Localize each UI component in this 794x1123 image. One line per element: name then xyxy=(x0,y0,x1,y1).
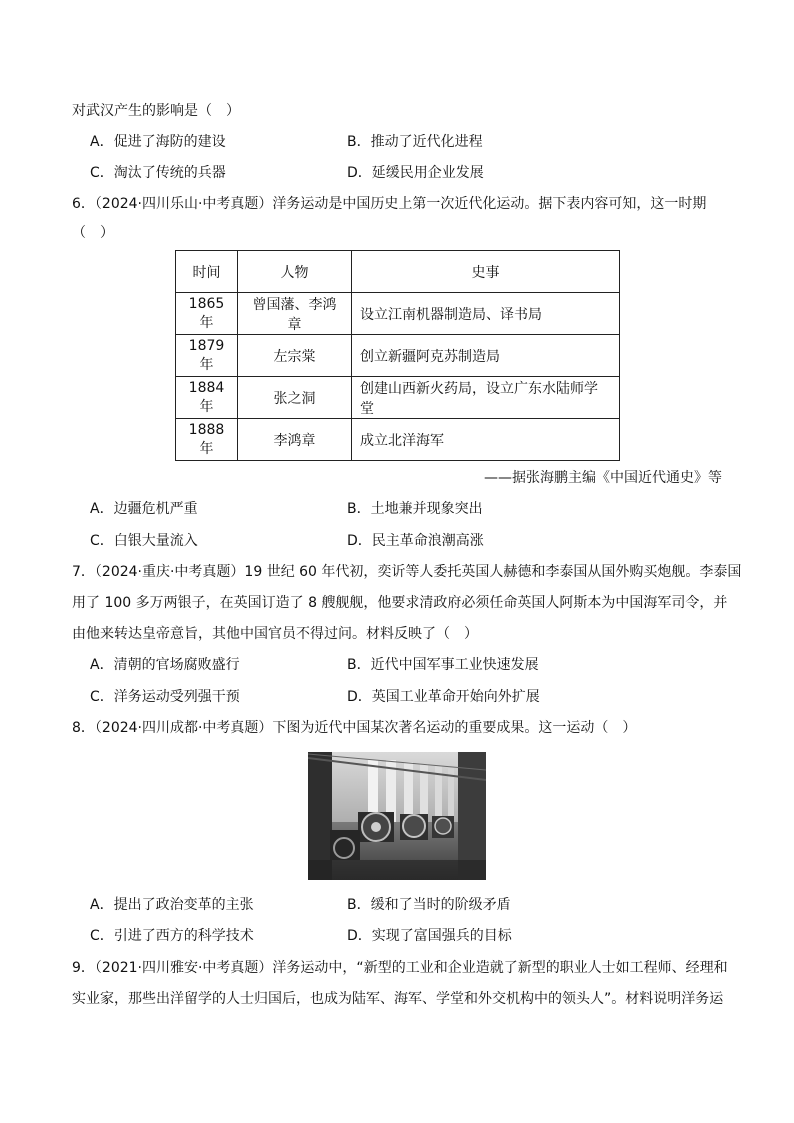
q7-stem-line1: 7．（2024·重庆·中考真题）19 世纪 60 年代初，奕䜣等人委托英国人赫德和李泰国从国外购买炮舰。李泰国 xyxy=(72,564,742,580)
q5-stem-tail: 对武汉产生的影响是（ ） xyxy=(72,103,240,119)
table-cell-year: 1879 年 xyxy=(176,335,238,377)
table-row xyxy=(176,377,620,419)
q6-option-a[interactable]: A．边疆危机严重 xyxy=(90,501,198,517)
factory-machinery-photo xyxy=(308,752,486,880)
q5-option-a[interactable]: A．促进了海防的建设 xyxy=(90,134,226,150)
q6-stem-line1: 6．（2024·四川乐山·中考真题）洋务运动是中国历史上第一次近代化运动。据下表内容可知，这一时期 xyxy=(72,196,707,212)
table-row xyxy=(176,293,620,335)
table-cell-person: 曾国藩、李鸿章 xyxy=(238,293,352,335)
q6-stem-line2: （ ） xyxy=(72,225,114,241)
q6-option-c[interactable]: C．白银大量流入 xyxy=(90,533,198,549)
table-header-row xyxy=(176,251,620,293)
table-header-cell: 史事 xyxy=(352,251,620,293)
table-cell-person: 左宗棠 xyxy=(238,335,352,377)
q7-option-c[interactable]: C．洋务运动受列强干预 xyxy=(90,689,240,705)
table-cell-event: 创建山西新火药局，设立广东水陆师学堂 xyxy=(352,377,620,419)
table-row xyxy=(176,419,620,461)
q5-option-b[interactable]: B．推动了近代化进程 xyxy=(347,134,483,150)
q7-option-a[interactable]: A．清朝的官场腐败盛行 xyxy=(90,657,240,673)
q6-option-b[interactable]: B．土地兼并现象突出 xyxy=(347,501,483,517)
table-source-note: ——据张海鹏主编《中国近代通史》等 xyxy=(484,470,722,486)
q5-option-d[interactable]: D．延缓民用企业发展 xyxy=(347,165,484,181)
q9-stem-line2: 实业家，那些出洋留学的人士归国后，也成为陆军、海军、学堂和外交机构中的领头人”。材料说明洋务运 xyxy=(72,991,724,1007)
factory-photo-illustration xyxy=(308,752,486,880)
q7-option-b[interactable]: B．近代中国军事工业快速发展 xyxy=(347,657,539,673)
table-cell-year: 1884 年 xyxy=(176,377,238,419)
q7-stem-line2: 用了 100 多万两银子，在英国订造了 8 艘舰舰，他要求清政府必须任命英国人阿斯本为中国海军司令，并 xyxy=(72,595,728,611)
q7-stem-line3: 由他来转达皇帝意旨，其他中国官员不得过问。材料反映了（ ） xyxy=(72,626,478,642)
q7-option-d[interactable]: D．英国工业革命开始向外扩展 xyxy=(347,689,540,705)
table-cell-person: 李鸿章 xyxy=(238,419,352,461)
table-cell-year: 1865 年 xyxy=(176,293,238,335)
table-row xyxy=(176,335,620,377)
table-cell-year: 1888 年 xyxy=(176,419,238,461)
q8-option-a[interactable]: A．提出了政治变革的主张 xyxy=(90,897,254,913)
q5-option-c[interactable]: C．淘汰了传统的兵器 xyxy=(90,165,226,181)
table-cell-event: 成立北洋海军 xyxy=(352,419,620,461)
history-table xyxy=(175,250,620,461)
table-cell-event: 设立江南机器制造局、译书局 xyxy=(352,293,620,335)
q6-option-d[interactable]: D．民主革命浪潮高涨 xyxy=(347,533,484,549)
table-cell-event: 创立新疆阿克苏制造局 xyxy=(352,335,620,377)
q9-stem-line1: 9．（2021·四川雅安·中考真题）洋务运动中，“新型的工业和企业造就了新型的职业人士如工程师、经理和 xyxy=(72,960,728,976)
table-header-cell: 时间 xyxy=(176,251,238,293)
q8-option-c[interactable]: C．引进了西方的科学技术 xyxy=(90,928,254,944)
q8-option-d[interactable]: D．实现了富国强兵的目标 xyxy=(347,928,512,944)
q8-option-b[interactable]: B．缓和了当时的阶级矛盾 xyxy=(347,897,511,913)
table-cell-person: 张之洞 xyxy=(238,377,352,419)
q8-stem-line1: 8．（2024·四川成都·中考真题）下图为近代中国某次著名运动的重要成果。这一运动（ ） xyxy=(72,720,637,736)
table-header-cell: 人物 xyxy=(238,251,352,293)
